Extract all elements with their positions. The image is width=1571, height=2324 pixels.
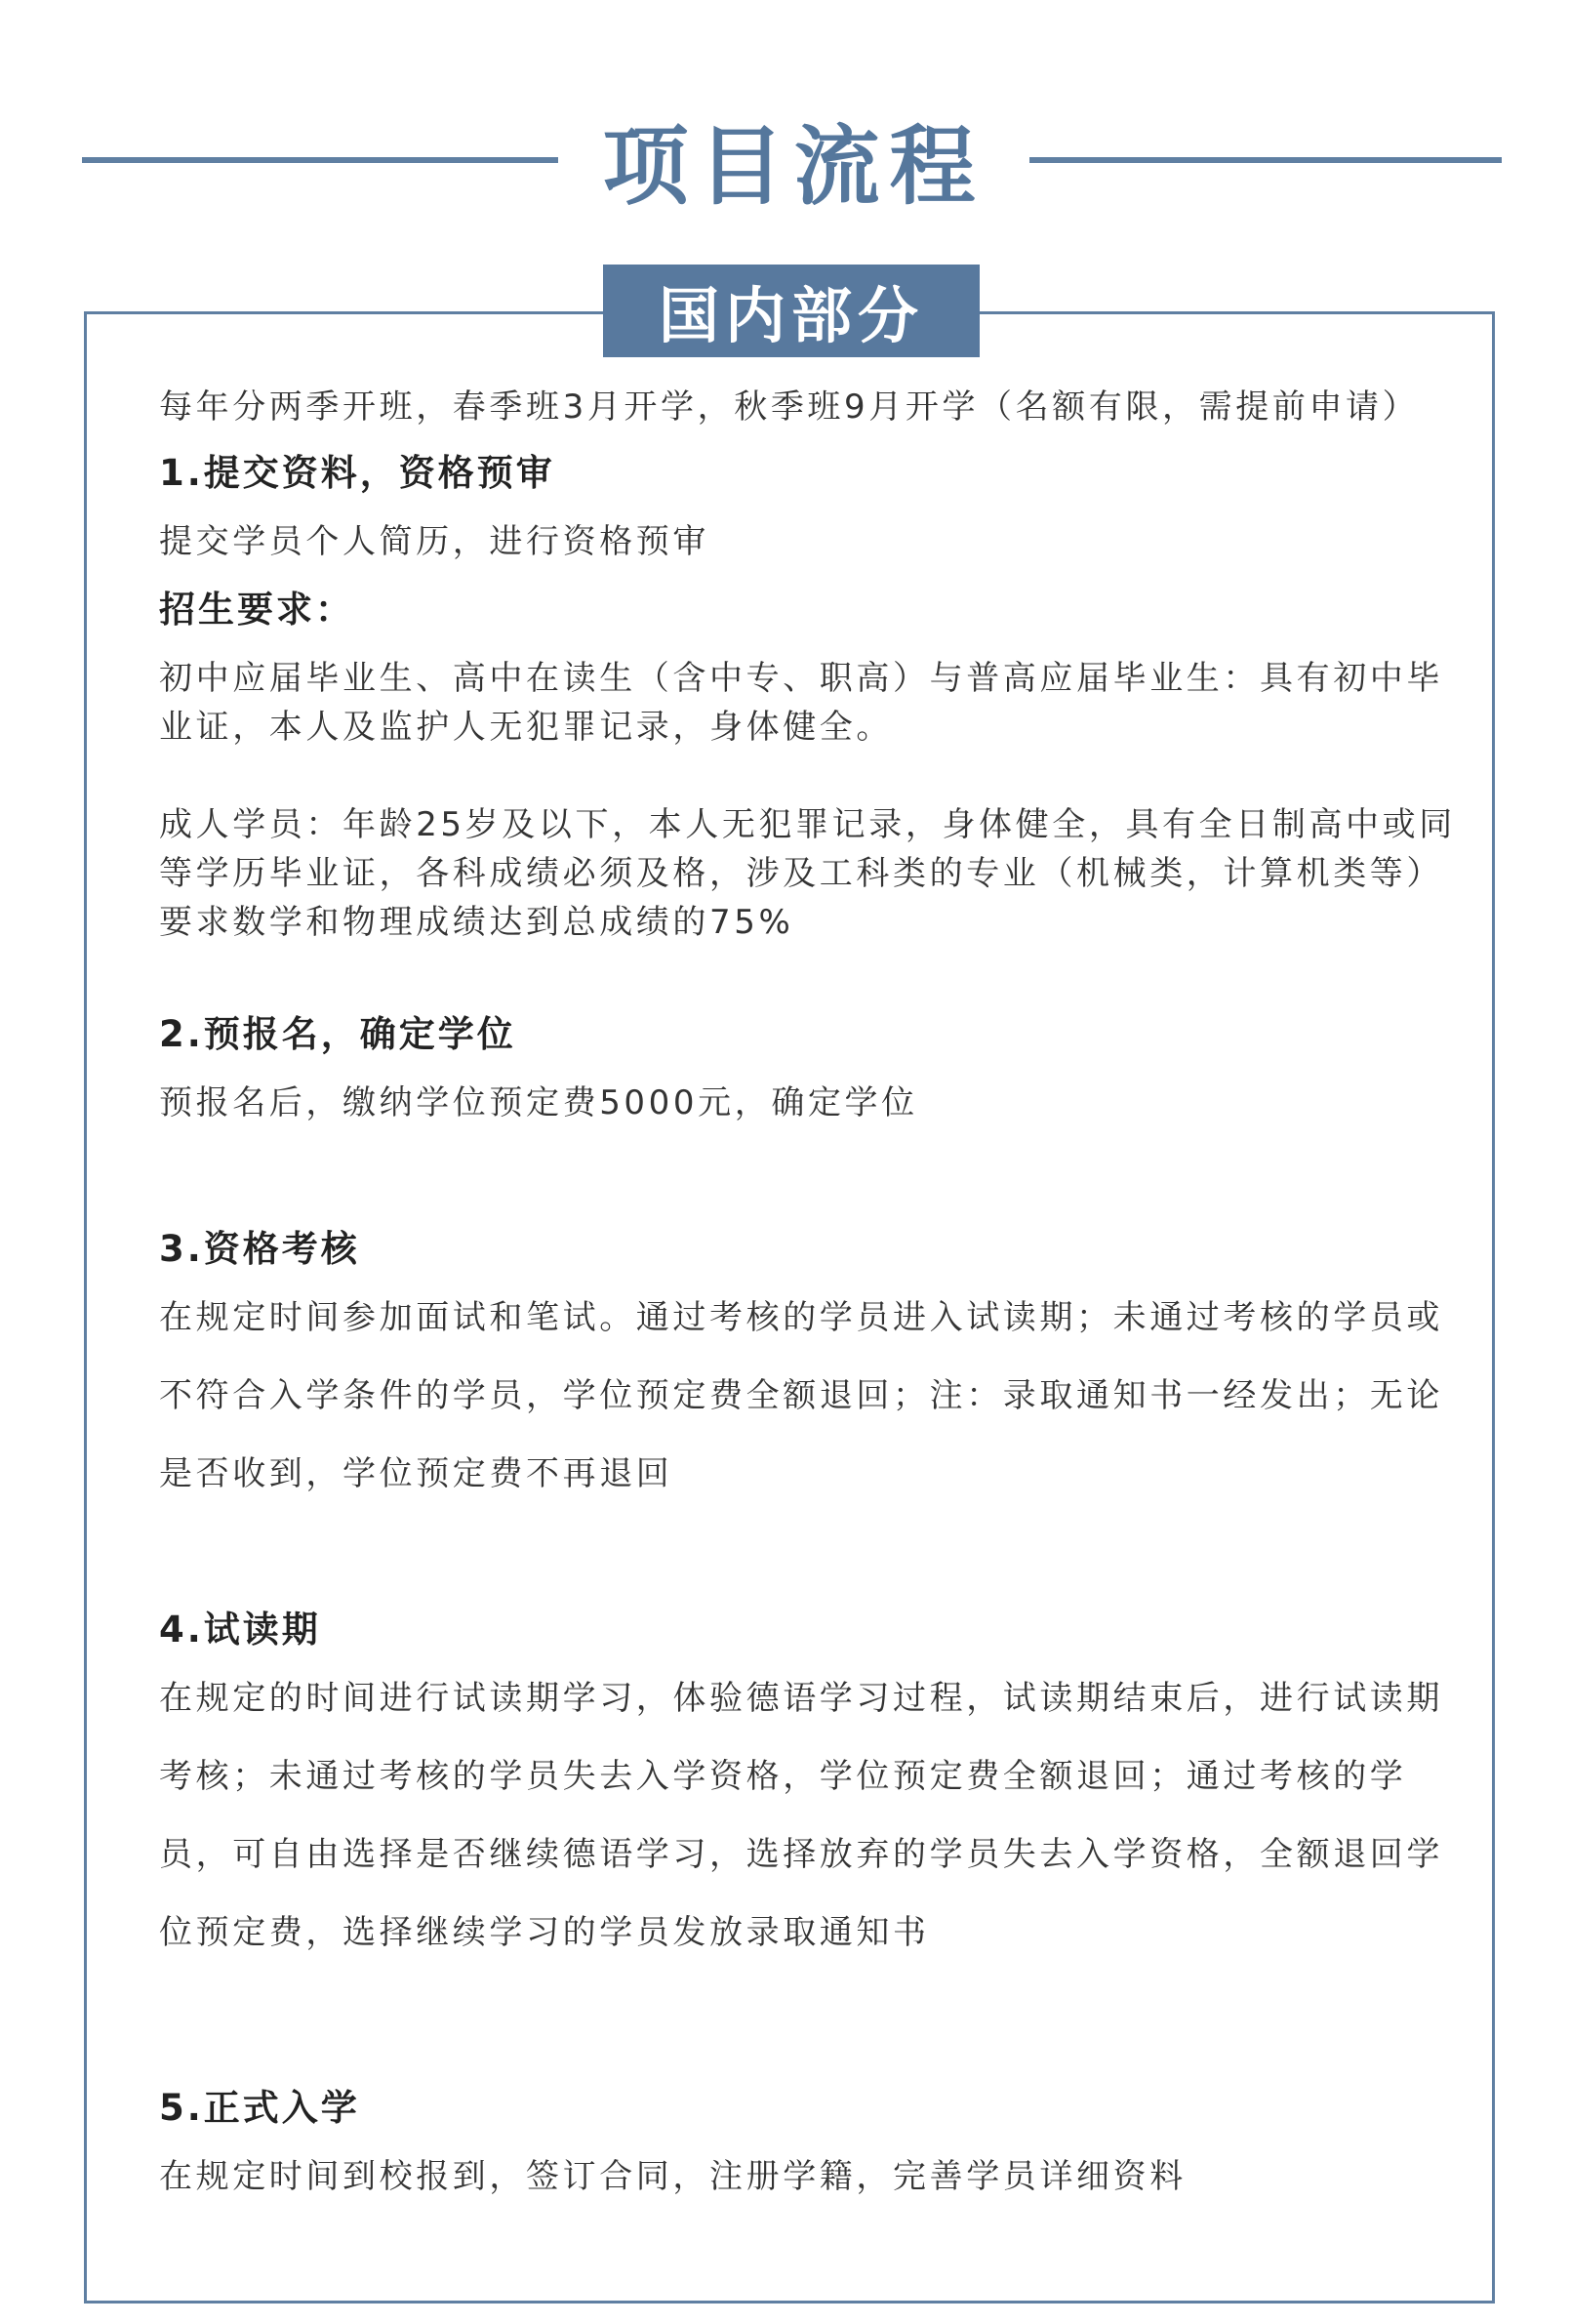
step-2-heading: 2.预报名，确定学位 bbox=[159, 1013, 516, 1055]
step-4-text: 在规定的时间进行试读期学习，体验德语学习过程，试读期结束后，进行试读期考核；未通过考核的学员失去入学资格，学位预定费全额退回；通过考核的学员，可自由选择是否继续德语学习，选择放弃的学员失去入学资格，全额退回学位预定费，选择继续学习的学员发放录取通知书 bbox=[159, 1679, 1443, 1952]
step-5-heading: 5.正式入学 bbox=[159, 2087, 360, 2129]
step-1-heading: 1.提交资料，资格预审 bbox=[159, 452, 555, 494]
requirements-paragraph-2: 成人学员：年龄25岁及以下，本人无犯罪记录，身体健全，具有全日制高中或同等学历毕业证，各科成绩必须及格，涉及工科类的专业（机械类，计算机类等）要求数学和物理成绩达到总成绩的75% bbox=[159, 805, 1456, 942]
step-2-text: 预报名后，缴纳学位预定费5000元，确定学位 bbox=[159, 1083, 918, 1122]
title-divider-right bbox=[1029, 157, 1502, 163]
requirements-heading: 招生要求： bbox=[159, 589, 354, 631]
requirements-paragraph-1: 初中应届毕业生、高中在读生（含中专、职高）与普高应届毕业生：具有初中毕业证，本人及监护人无犯罪记录，身体健全。 bbox=[159, 659, 1443, 747]
step-3-heading: 3.资格考核 bbox=[159, 1228, 360, 1270]
section-tab: 国内部分 bbox=[603, 265, 980, 357]
step-5-text: 在规定时间到校报到，签订合同，注册学籍，完善学员详细资料 bbox=[159, 2157, 1187, 2196]
step-4-heading: 4.试读期 bbox=[159, 1609, 321, 1651]
content bbox=[159, 383, 1457, 2201]
title-divider-left bbox=[82, 157, 558, 163]
page-title: 项目流程 bbox=[602, 116, 986, 217]
step-1-text: 提交学员个人简历，进行资格预审 bbox=[159, 522, 709, 561]
intro-text: 每年分两季开班，春季班3月开学，秋季班9月开学（名额有限，需提前申请） bbox=[159, 387, 1420, 427]
step-3-text: 在规定时间参加面试和笔试。通过考核的学员进入试读期；未通过考核的学员或不符合入学条件的学员，学位预定费全额退回；注：录取通知书一经发出；无论是否收到，学位预定费不再退回 bbox=[159, 1298, 1443, 1493]
